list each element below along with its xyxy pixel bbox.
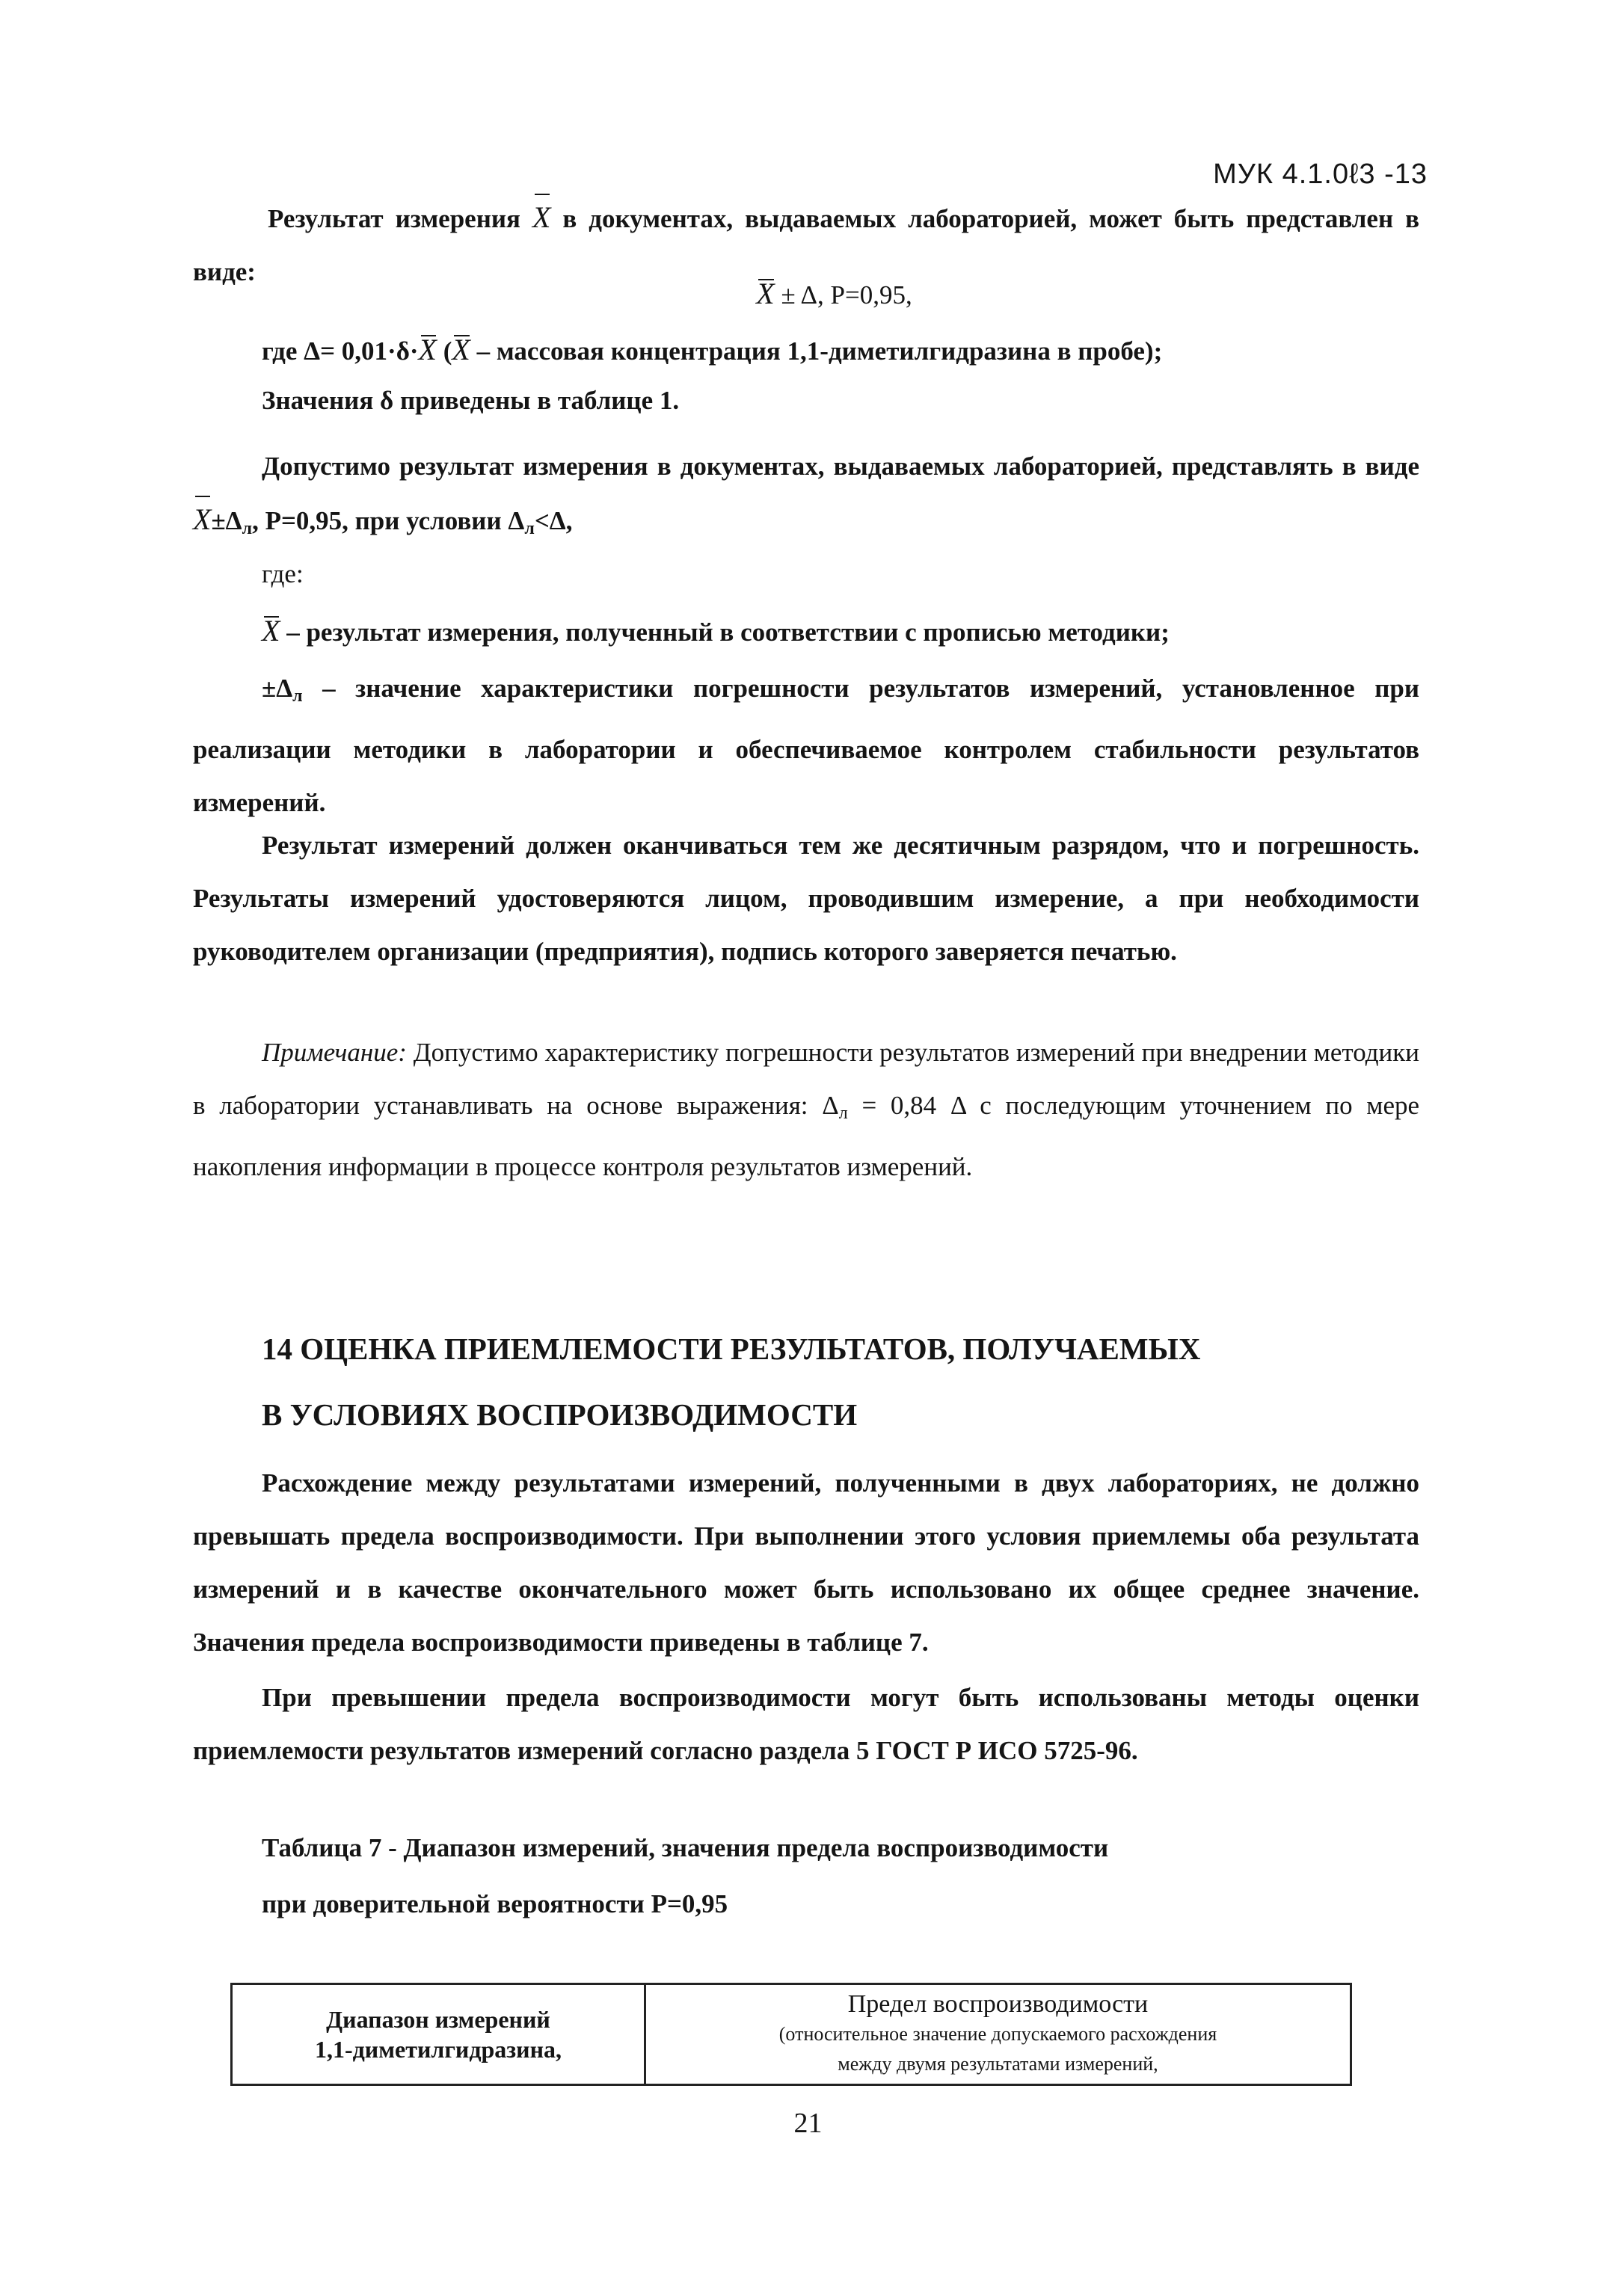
delta-def-part3: – массовая концентрация 1,1-диметилгидразина в пробе);	[476, 336, 1163, 366]
allowed-repr-sub: л	[242, 519, 253, 538]
x-bar-definition-text: – результат измерения, полученный в соответствии с прописью методики;	[286, 618, 1170, 647]
reproducibility-header-line3: между двумя результатами измерений,	[838, 2053, 1158, 2075]
table-header-reproducibility	[645, 1984, 1351, 2085]
note-label: Примечание:	[262, 1038, 407, 1067]
table-7	[230, 1983, 1352, 2086]
table-7-caption-line2: при доверительной вероятности Р=0,95	[262, 1889, 728, 1918]
result-intro-text-after: в документах, выдаваемых лабораторией, может быть представлен в виде:	[193, 204, 1420, 286]
x-bar-symbol: X	[262, 614, 280, 647]
note-text: Допустимо характеристику погрешности результатов измерений при внедрении методики в лаборатории устанавливать на основе выражения: Δ	[193, 1038, 1419, 1120]
allowed-representation-paragraph	[193, 440, 1419, 555]
range-header-line2: 1,1-диметилгидразина,	[314, 2036, 562, 2063]
reproducibility-header-line1: Предел воспроизводимости	[847, 1990, 1149, 2018]
allowed-repr-condition: , Р=0,95, при условии Δ	[252, 506, 525, 535]
allowed-repr-sub2: л	[524, 519, 535, 538]
delta-l-definition	[193, 662, 1419, 829]
delta-l-symbol: ±Δ	[262, 674, 293, 703]
note-paragraph	[193, 1026, 1419, 1193]
section-heading-line2: В УСЛОВИЯХ ВОСПРОИЗВОДИМОСТИ	[262, 1397, 858, 1432]
delta-l-sub: л	[292, 686, 303, 706]
document-code: МУК 4.1.0ℓ3 -13	[1213, 158, 1428, 190]
result-formula	[0, 276, 1616, 311]
exceed-limit-paragraph: При превышении предела воспроизводимости могут быть использованы методы оценки приемлемости результатов измерений согласно раздела 5 ГОСТ Р ИСО 5725-96.	[193, 1683, 1419, 1765]
allowed-repr-delta: ±Δ	[211, 506, 242, 535]
delta-l-definition-text: – значение характеристики погрешности результатов измерений, установленное при реализации методики в лаборатории и обеспечиваемое контролем стабильности результатов измерений.	[193, 674, 1420, 817]
formula-text: ± Δ, Р=0,95,	[781, 280, 912, 310]
delta-definition	[262, 332, 1162, 367]
reproducibility-header-line2: (относительное значение допускаемого расхождения	[778, 2023, 1217, 2045]
table-header-row	[232, 1984, 1351, 2085]
section-14-heading	[262, 1316, 1200, 1447]
page-number: 21	[793, 2108, 823, 2139]
table-7-caption: Таблица 7 - Диапазон измерений, значения предела воспроизводимости	[262, 1833, 1109, 1862]
rounding-paragraph: Результат измерений должен оканчиваться тем же десятичным разрядом, что и погрешность. Результаты измерений удостоверяются лицом, проводившим измерение, а при необходимости руководителем организации (предприятия), подпись которого заверяется печатью.	[193, 831, 1419, 966]
x-bar-symbol: X	[418, 333, 437, 366]
result-intro-text: Результат измерения	[268, 204, 520, 233]
allowed-repr-text: Допустимо результат измерения в документах, выдаваемых лабораторией, представлять в виде	[262, 452, 1419, 481]
section-heading-line1: 14 ОЦЕНКА ПРИЕМЛЕМОСТИ РЕЗУЛЬТАТОВ, ПОЛУЧАЕМЫХ	[262, 1332, 1201, 1366]
allowed-repr-end: <Δ,	[534, 506, 573, 535]
note-continuation: с последующим уточнением по мере накопления информации в процессе контроля результатов измерений.	[193, 1091, 1420, 1181]
delta-def-part1: где Δ= 0,01·δ·	[262, 336, 419, 366]
note-expression: = 0,84 Δ	[847, 1091, 966, 1120]
x-bar-symbol: X	[452, 333, 470, 366]
reproducibility-paragraph: Расхождение между результатами измерений, полученными в двух лабораториях, не должно превышать предела воспроизводимости. При выполнении этого условия приемлемы оба результата измерений и в качестве окончательного может быть использовано их общее среднее значение. Значения предела воспроизводимости приведены в таблице 7.	[193, 1468, 1419, 1657]
note-sub: л	[838, 1104, 848, 1123]
x-bar-symbol: X	[756, 277, 775, 310]
x-bar-symbol: X	[532, 191, 550, 244]
delta-values-line: Значения δ приведены в таблице 1.	[262, 386, 680, 415]
table-header-range	[232, 1984, 645, 2085]
x-bar-symbol: X	[193, 493, 211, 546]
delta-def-part2: (	[443, 336, 452, 366]
x-bar-definition	[262, 613, 1170, 648]
where-label: где:	[262, 559, 304, 588]
range-header-line1: Диапазон измерений	[326, 2006, 550, 2033]
